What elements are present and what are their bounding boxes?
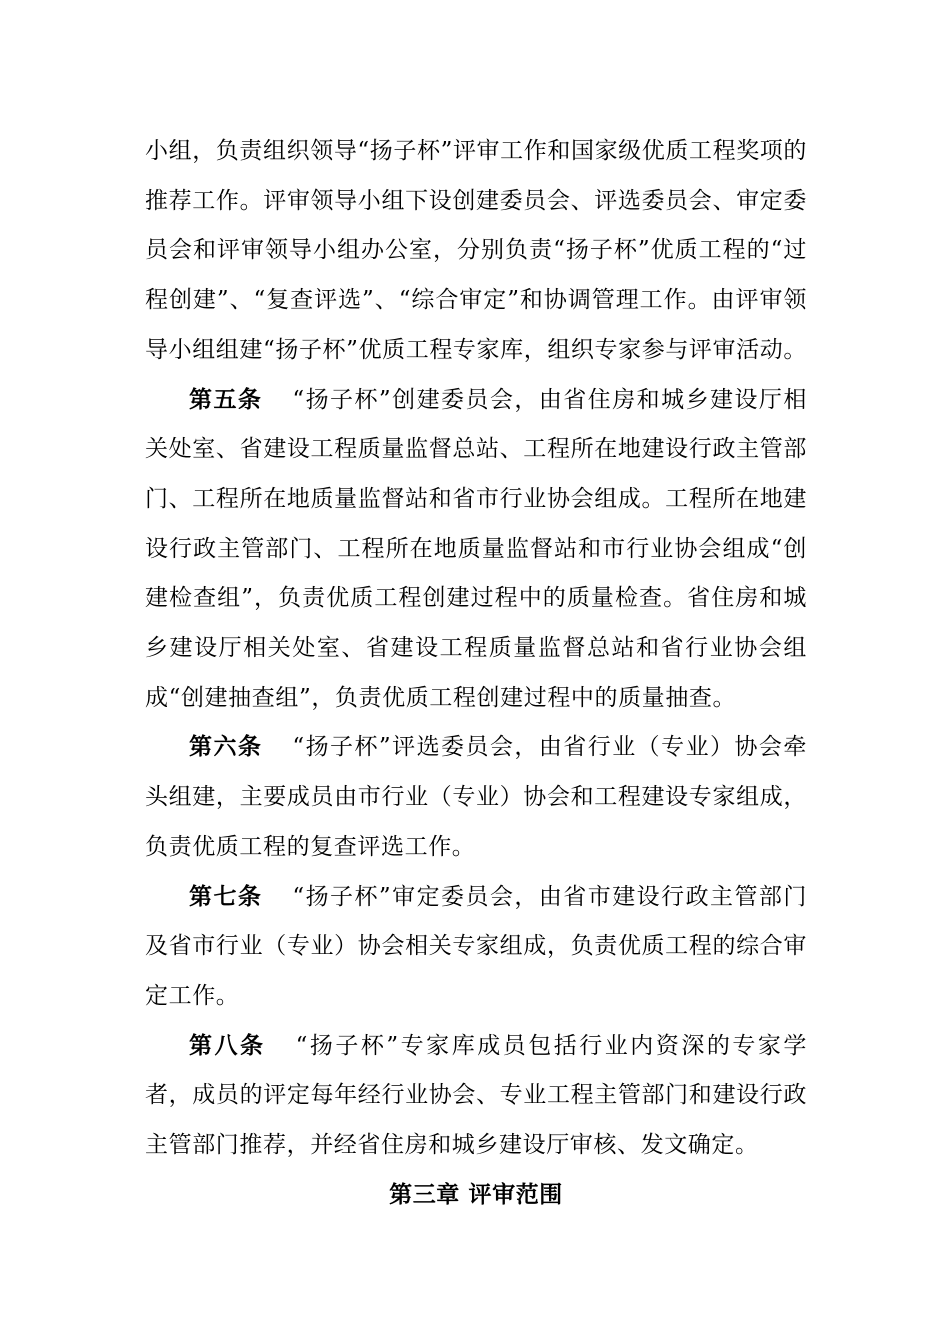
article-5 (145, 376, 807, 724)
article-7-label: 第七条 (189, 883, 263, 910)
article-8 (145, 1022, 807, 1171)
article-8-label: 第八条 (189, 1032, 266, 1059)
article-6-text: “扬子杯”评选委员会，由省行业（专业）协会牵头组建，主要成员由市行业（专业）协会和工程建设专家组成，负责优质工程的复查评选工作。 (145, 734, 807, 860)
intro-paragraph: 小组，负责组织领导“扬子杯”评审工作和国家级优质工程奖项的推荐工作。评审领导小组下设创建委员会、评选委员会、审定委员会和评审领导小组办公室，分别负责“扬子杯”优质工程的“过程创建”、“复查评选”、“综合审定”和协调管理工作。由评审领导小组组建“扬子杯”优质工程专家库，组织专家参与评审活动。 (145, 138, 807, 363)
article-5-text: “扬子杯”创建委员会，由省住房和城乡建设厅相关处室、省建设工程质量监督总站、工程所在地建设行政主管部门、工程所在地质量监督站和省市行业协会组成。工程所在地建设行政主管部门、工程所在地质量监督站和市行业协会组成“创建检查组”，负责优质工程创建过程中的质量检查。省住房和城乡建设厅相关处室、省建设工程质量监督总站和省行业协会组成“创建抽查组”，负责优质工程创建过程中的质量抽查。 (145, 386, 807, 711)
article-7 (145, 873, 807, 1022)
article-8-text: “扬子杯”专家库成员包括行业内资深的专家学者，成员的评定每年经行业协会、专业工程主管部门和建设行政主管部门推荐，并经省住房和城乡建设厅审核、发文确定。 (145, 1032, 807, 1159)
document-body (145, 127, 807, 1220)
article-7-text: “扬子杯”审定委员会，由省市建设行政主管部门及省市行业（专业）协会相关专家组成，负责优质工程的综合审定工作。 (145, 883, 807, 1009)
article-6-label: 第六条 (189, 734, 263, 761)
chapter-heading: 第三章 评审范围 (389, 1181, 563, 1208)
article-5-label: 第五条 (189, 386, 263, 413)
article-6 (145, 723, 807, 872)
